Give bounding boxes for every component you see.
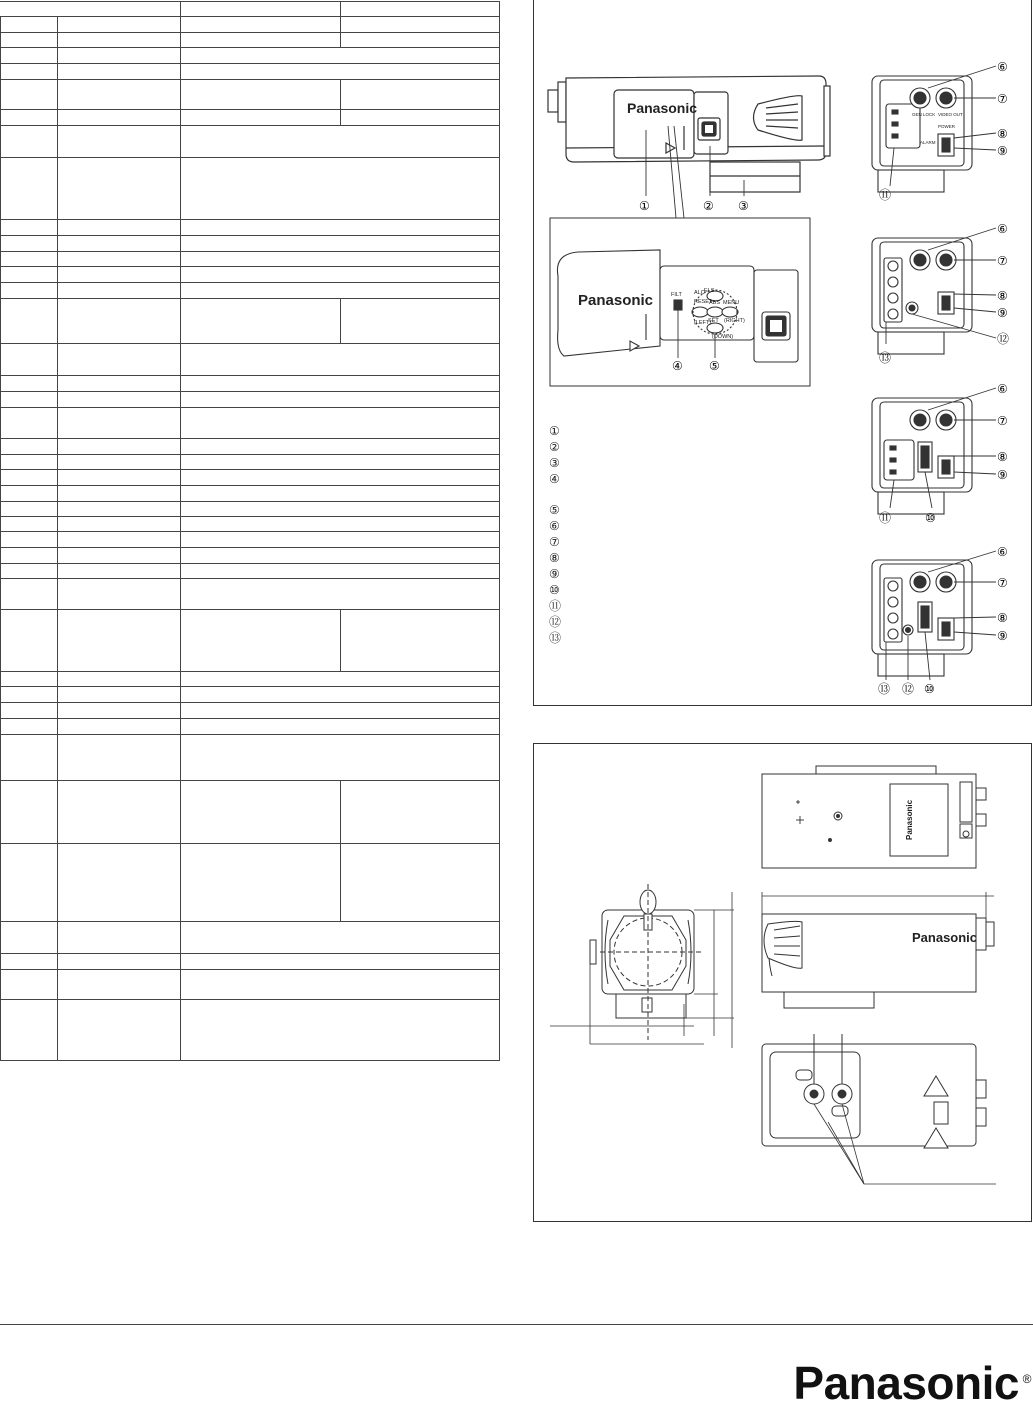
svg-text:⑦: ⑦ — [997, 414, 1008, 428]
table-rule — [0, 438, 500, 439]
rear-view-ac-1 — [872, 76, 972, 192]
table-rule — [0, 298, 500, 299]
side-dimension-view — [762, 892, 994, 1008]
parts-legend-item: ⑫ — [549, 614, 562, 629]
svg-text:⑧: ⑧ — [997, 611, 1008, 625]
rear-view-24v-2 — [872, 238, 972, 354]
top-view-nameplate: Panasonic — [905, 799, 914, 840]
table-column-rule — [499, 1, 500, 1060]
table-rule — [0, 485, 500, 486]
brand-logo-text: Panasonic — [793, 1357, 1019, 1406]
parts-legend-item: ⑬ — [549, 630, 562, 645]
svg-text:ALARM: ALARM — [920, 140, 936, 145]
svg-text:(LEFT): (LEFT) — [694, 320, 712, 326]
svg-text:⑬: ⑬ — [878, 682, 891, 696]
table-rule — [0, 391, 500, 392]
table-rule — [0, 63, 500, 64]
svg-text:(DOWN): (DOWN) — [712, 334, 734, 340]
table-rule — [0, 1060, 500, 1061]
svg-text:⑫: ⑫ — [997, 332, 1010, 346]
parts-legend-item: ⑤ — [549, 503, 560, 518]
table-rule — [0, 578, 500, 579]
table-rule — [0, 47, 500, 48]
svg-text:GEN LOCK: GEN LOCK — [912, 112, 936, 117]
svg-text:⑨: ⑨ — [997, 306, 1008, 320]
svg-text:⑥: ⑥ — [997, 60, 1008, 74]
parts-legend-item: ⑨ — [549, 567, 560, 582]
table-rule — [0, 780, 500, 781]
callout-5: ⑤ — [709, 359, 720, 373]
table-column-rule — [57, 16, 58, 1060]
table-rule — [0, 969, 500, 970]
callout-4: ④ — [672, 359, 683, 373]
table-rule — [0, 219, 500, 220]
table-rule — [0, 609, 500, 610]
table-rule — [0, 718, 500, 719]
table-rule — [0, 125, 500, 126]
table-rule — [0, 157, 500, 158]
parts-legend-item: ⑥ — [549, 519, 560, 534]
svg-text:⑪: ⑪ — [879, 511, 892, 525]
svg-text:SET: SET — [708, 318, 719, 324]
table-column-rule — [340, 298, 341, 343]
svg-text:FILT: FILT — [671, 292, 682, 298]
parts-legend — [549, 424, 749, 646]
side-view-nameplate: Panasonic — [912, 930, 978, 945]
table-column-rule — [340, 1, 341, 47]
top-view — [762, 766, 986, 868]
parts-legend-item: ⑧ — [549, 551, 560, 566]
table-rule — [0, 671, 500, 672]
table-rule — [0, 953, 500, 954]
svg-text:⑨: ⑨ — [997, 144, 1008, 158]
table-rule — [0, 266, 500, 267]
svg-text:⑨: ⑨ — [997, 629, 1008, 643]
table-rule — [0, 734, 500, 735]
camera-side-view — [548, 76, 830, 192]
svg-text:⑬: ⑬ — [879, 351, 892, 365]
svg-text:VIDEO OUT: VIDEO OUT — [938, 112, 963, 117]
table-rule — [0, 282, 500, 283]
spec-table — [0, 0, 500, 1060]
svg-text:⑥: ⑥ — [997, 545, 1008, 559]
table-rule — [0, 1, 500, 2]
svg-text:MENU: MENU — [723, 300, 740, 306]
table-rule — [0, 563, 500, 564]
svg-text:ABS: ABS — [709, 300, 721, 306]
camera-side-nameplate: Panasonic — [627, 100, 698, 116]
svg-text:⑥: ⑥ — [997, 222, 1008, 236]
table-rule — [0, 843, 500, 844]
table-rule — [0, 469, 500, 470]
callout-1: ① — [639, 199, 650, 213]
parts-legend-item: ① — [549, 424, 560, 438]
table-rule — [0, 531, 500, 532]
svg-text:⑦: ⑦ — [997, 92, 1008, 106]
dimension-drawings — [534, 744, 1033, 1223]
dimension-panel — [533, 743, 1032, 1222]
table-column-rule — [340, 609, 341, 671]
svg-text:⑫: ⑫ — [902, 682, 915, 696]
table-column-rule — [340, 780, 341, 921]
table-rule — [0, 375, 500, 376]
table-rule — [0, 921, 500, 922]
table-section-rule — [0, 609, 57, 610]
svg-text:⑩: ⑩ — [924, 682, 935, 696]
parts-legend-item: ④ — [549, 471, 560, 486]
svg-text:⑥: ⑥ — [997, 382, 1008, 396]
camera-closeup-nameplate: Panasonic — [578, 292, 654, 309]
parts-legend-item: ⑦ — [549, 535, 560, 550]
parts-legend-item: ③ — [549, 455, 560, 470]
svg-text:⑧: ⑧ — [997, 127, 1008, 141]
svg-text:⑪: ⑪ — [879, 188, 892, 202]
svg-text:POWER: POWER — [938, 124, 956, 129]
bottom-view — [762, 1034, 986, 1148]
table-rule — [0, 79, 500, 80]
table-column-rule — [0, 16, 1, 1060]
parts-legend-item: ② — [549, 439, 560, 454]
table-column-rule — [340, 79, 341, 125]
table-rule — [0, 407, 500, 408]
svg-text:⑧: ⑧ — [997, 289, 1008, 303]
table-rule — [0, 235, 500, 236]
svg-text:(RIGHT): (RIGHT) — [724, 318, 745, 324]
parts-legend-item: ⑩ — [549, 582, 560, 597]
svg-text:⑦: ⑦ — [997, 576, 1008, 590]
table-rule — [0, 686, 500, 687]
table-rule — [0, 109, 500, 110]
parts-legend-item — [549, 488, 749, 504]
table-rule — [0, 702, 500, 703]
table-rule — [0, 16, 500, 17]
svg-text:⑩: ⑩ — [925, 511, 936, 525]
table-rule — [0, 454, 500, 455]
table-rule — [0, 516, 500, 517]
callout-2: ② — [703, 199, 714, 213]
registered-mark: ® — [1022, 1372, 1031, 1386]
table-rule — [0, 547, 500, 548]
svg-text:⑦: ⑦ — [997, 254, 1008, 268]
svg-text:ELS: ELS — [704, 288, 715, 294]
table-rule — [0, 343, 500, 344]
svg-text:⑧: ⑧ — [997, 450, 1008, 464]
parts-legend-item: ⑪ — [549, 598, 562, 613]
table-rule — [0, 501, 500, 502]
table-rule — [0, 32, 500, 33]
table-section-rule — [0, 718, 57, 719]
front-dimension-view — [590, 884, 702, 1040]
brand-logo — [793, 1357, 1031, 1406]
table-rule — [0, 251, 500, 252]
svg-text:RESET: RESET — [694, 299, 713, 305]
footer-rule — [0, 1324, 1033, 1325]
table-rule — [0, 999, 500, 1000]
callout-3: ③ — [738, 199, 749, 213]
svg-text:⑨: ⑨ — [997, 468, 1008, 482]
table-column-rule — [180, 1, 181, 1060]
svg-text:ALC: ALC — [694, 290, 705, 296]
